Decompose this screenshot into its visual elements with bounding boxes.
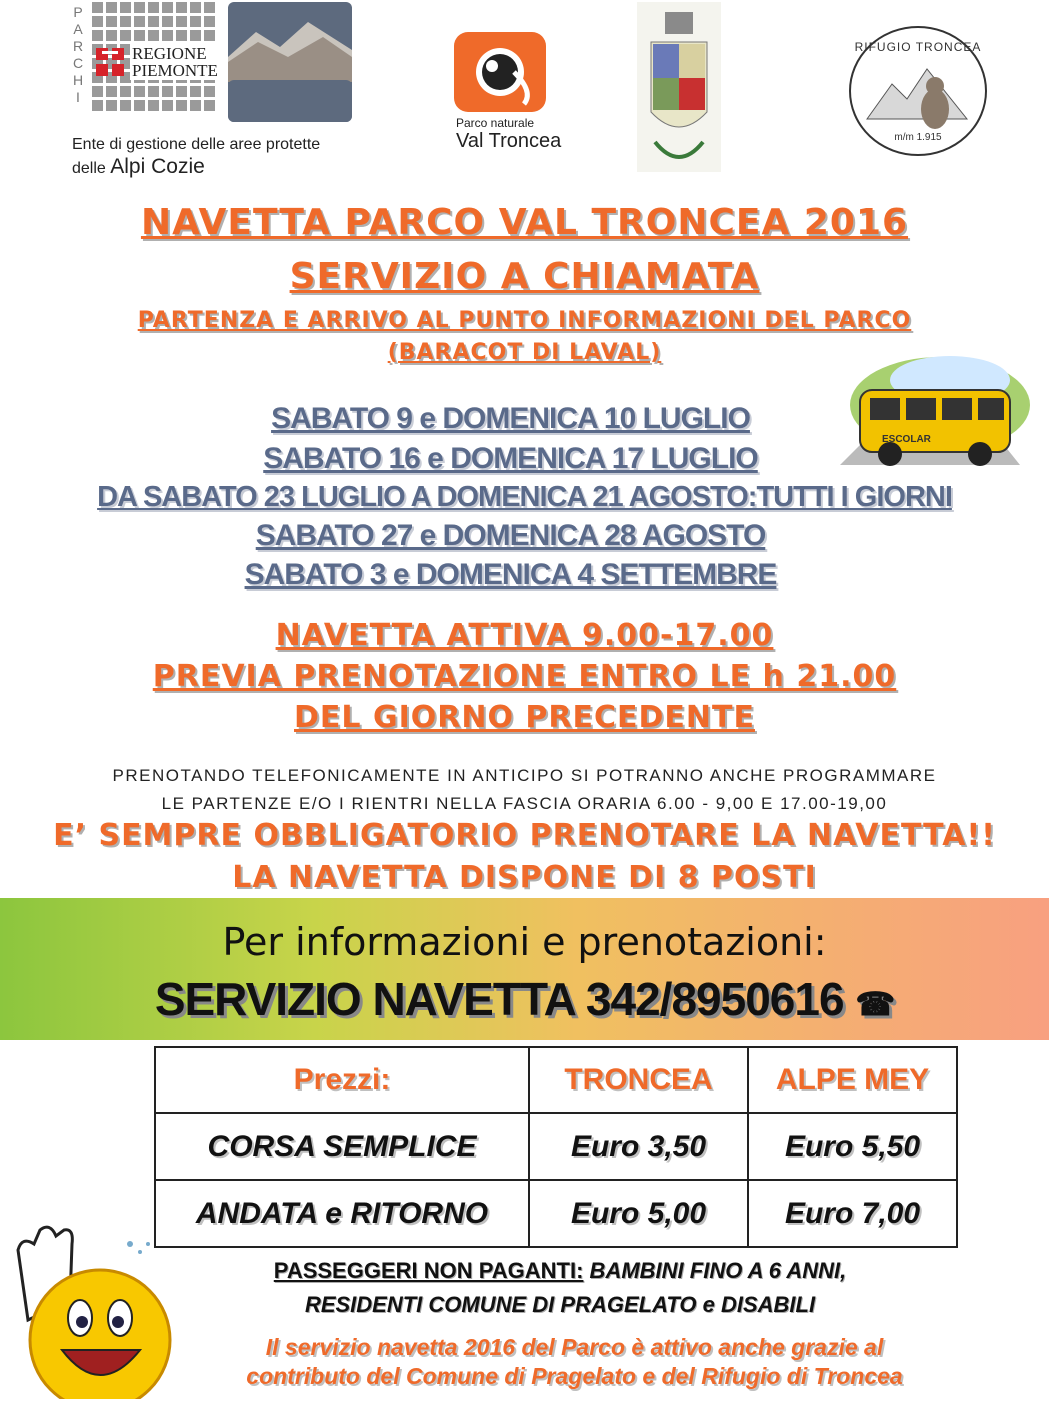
- schedule-line3: DEL GIORNO PRECEDENTE: [294, 700, 755, 735]
- grid-square: [162, 2, 173, 13]
- price-cell: Euro 7,00: [748, 1180, 957, 1247]
- parchi-vertical-text: P A R C H I: [72, 4, 84, 105]
- grid-square: [134, 100, 145, 111]
- regione-flag-icon: [96, 48, 126, 78]
- rifugio-ring-text: RIFUGIO TRONCEA: [854, 40, 982, 54]
- grid-square: [92, 2, 103, 13]
- grid-square: [92, 86, 103, 97]
- grid-square: [106, 100, 117, 111]
- grid-square: [190, 16, 201, 27]
- grid-square: [120, 100, 131, 111]
- regione-piemonte-logo: [66, 0, 356, 185]
- regione-line2: PIEMONTE: [132, 61, 218, 80]
- grid-square: [176, 16, 187, 27]
- rifugio-troncea-logo: [847, 24, 989, 159]
- grid-square: [176, 86, 187, 97]
- table-row: [155, 1113, 957, 1180]
- grid-square: [190, 100, 201, 111]
- thanks-line1: Il servizio navetta 2016 del Parco è attivo anche grazie al: [265, 1334, 884, 1360]
- grid-square: [120, 86, 131, 97]
- grid-square: [120, 16, 131, 27]
- price-table: [154, 1046, 958, 1248]
- mountain-emblem-icon: [228, 2, 352, 122]
- date-line-5: SABATO 3 e DOMENICA 4 SETTEMBRE: [244, 558, 777, 591]
- grid-square: [162, 100, 173, 111]
- grid-square: [148, 30, 159, 41]
- date-line-1: SABATO 9 e DOMENICA 10 LUGLIO: [271, 402, 750, 435]
- grid-square: [120, 2, 131, 13]
- grid-square: [106, 16, 117, 27]
- price-cell: Euro 3,50: [529, 1113, 748, 1180]
- grid-square: [176, 2, 187, 13]
- contact-label: Per informazioni e prenotazioni:: [222, 920, 827, 964]
- ente-text: [72, 134, 320, 180]
- grid-square: [148, 100, 159, 111]
- free-passengers-label: PASSEGGERI NON PAGANTI:: [273, 1258, 584, 1283]
- date-line-4: SABATO 27 e DOMENICA 28 AGOSTO: [255, 519, 766, 552]
- bus-label: ESCOLAR: [882, 434, 931, 445]
- grid-square: [204, 2, 215, 13]
- note-line1: PRENOTANDO TELEFONICAMENTE IN ANTICIPO SI POTRANNO ANCHE PROGRAMMARE: [112, 766, 937, 785]
- schedule-line2: PREVIA PRENOTAZIONE ENTRO LE h 21.00: [152, 659, 897, 694]
- grid-square: [162, 86, 173, 97]
- price-cell: Euro 5,00: [529, 1180, 748, 1247]
- free-passengers-line2: RESIDENTI COMUNE DI PRAGELATO e DISABILI: [304, 1292, 816, 1317]
- grid-square: [162, 16, 173, 27]
- grid-square: [204, 100, 215, 111]
- grid-square: [204, 30, 215, 41]
- price-cell: Euro 5,50: [748, 1113, 957, 1180]
- subtitle-line1: PARTENZA E ARRIVO AL PUNTO INFORMAZIONI DEL PARCO: [137, 308, 912, 333]
- grid-square: [92, 100, 103, 111]
- contact-phone[interactable]: SERVIZIO NAVETTA 342/8950616: [154, 973, 844, 1025]
- price-row-label: CORSA SEMPLICE: [155, 1113, 529, 1180]
- grid-square: [106, 2, 117, 13]
- grid-square: [134, 16, 145, 27]
- grid-square: [92, 30, 103, 41]
- ente-line2-a: delle: [72, 160, 111, 177]
- free-passengers-text1: BAMBINI FINO A 6 ANNI,: [583, 1258, 847, 1283]
- grid-square: [176, 30, 187, 41]
- grid-square: [120, 30, 131, 41]
- title-line2: SERVIZIO A CHIAMATA: [289, 256, 760, 297]
- grid-square: [148, 2, 159, 13]
- grid-square: [106, 30, 117, 41]
- warning-line2: LA NAVETTA DISPONE DI 8 POSTI: [232, 860, 817, 895]
- free-passengers-line1: [0, 1258, 1049, 1284]
- price-header-label: Prezzi:: [155, 1047, 529, 1113]
- parco-line2: Val Troncea: [456, 130, 562, 152]
- grid-square: [190, 86, 201, 97]
- grid-square: [162, 30, 173, 41]
- subtitle-line2: (BARACOT DI LAVAL): [387, 340, 662, 365]
- note-line2: LE PARTENZE E/O I RIENTRI NELLA FASCIA ORARIA 6.00 - 9,00 E 17.00-19,00: [161, 794, 888, 813]
- schedule-line1: NAVETTA ATTIVA 9.00-17.00: [275, 618, 774, 653]
- grid-square: [134, 86, 145, 97]
- parco-line1: Parco naturale: [456, 116, 535, 130]
- price-header-troncea: TRONCEA: [529, 1047, 748, 1113]
- grid-square: [134, 2, 145, 13]
- grid-square: [204, 16, 215, 27]
- table-row: [155, 1180, 957, 1247]
- contact-band: [0, 898, 1049, 1040]
- title-line1: NAVETTA PARCO VAL TRONCEA 2016: [140, 202, 909, 243]
- grid-square: [204, 86, 215, 97]
- regione-text: [130, 44, 220, 80]
- grid-square: [190, 2, 201, 13]
- price-table-header: [155, 1047, 957, 1113]
- grid-square: [176, 100, 187, 111]
- grid-square: [92, 16, 103, 27]
- grid-square: [148, 16, 159, 27]
- regione-line1: REGIONE: [132, 44, 207, 63]
- grid-square: [106, 86, 117, 97]
- telephone-icon: ☎: [855, 986, 895, 1022]
- date-line-3: DA SABATO 23 LUGLIO A DOMENICA 21 AGOSTO:TUTTI I GIORNI: [97, 481, 952, 513]
- contact-phone-row: [0, 972, 1049, 1026]
- coat-of-arms-icon: [637, 2, 721, 172]
- grid-square: [148, 86, 159, 97]
- thanks-line2: contributo del Comune di Pragelato e del Rifugio di Troncea: [246, 1363, 903, 1389]
- rifugio-altitude: m/m 1.915: [894, 132, 942, 143]
- price-header-alpe-mey: ALPE MEY: [748, 1047, 957, 1113]
- price-row-label: ANDATA e RITORNO: [155, 1180, 529, 1247]
- date-line-2: SABATO 16 e DOMENICA 17 LUGLIO: [263, 442, 758, 475]
- ente-line2-b: Alpi Cozie: [110, 155, 205, 178]
- val-troncea-logo: [452, 32, 582, 157]
- grid-square: [134, 30, 145, 41]
- ente-line1: Ente di gestione delle aree protette: [72, 136, 321, 153]
- marmot-icon: [454, 32, 546, 112]
- warning-line1: E’ SEMPRE OBBLIGATORIO PRENOTARE LA NAVETTA!!: [53, 818, 996, 853]
- grid-square: [190, 30, 201, 41]
